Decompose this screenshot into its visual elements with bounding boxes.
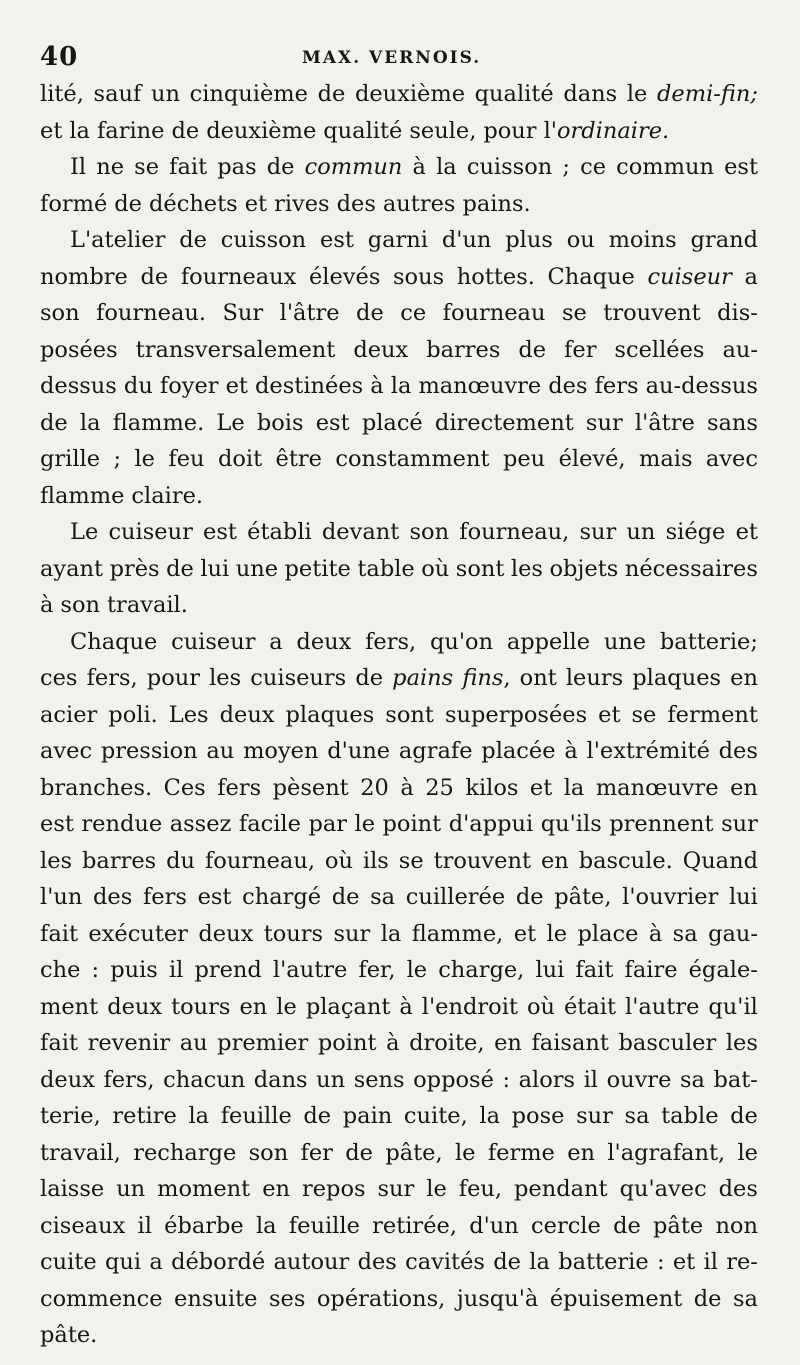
paragraph [40,149,758,222]
text-line: de la flamme. Le bois est placé directement sur l'âtre sans [40,409,758,436]
page-number: 40 [40,42,79,72]
text-line: les barres du fourneau, où ils se trouvent en bascule. Quand [40,847,758,874]
text-line: fait revenir au premier point à droite, en faisant basculer les [40,1030,758,1056]
text-line: ciseaux il ébarbe la feuille retirée, d'un cercle de pâte non [40,1212,758,1239]
text-line: à son travail. [40,592,188,618]
paragraph [40,222,758,514]
text-line: flamme claire. [40,482,204,509]
text-line: lité, sauf un cinquième de deuxième qualité dans le demi-fin; [40,81,758,107]
paragraph [40,624,758,1354]
text-line: Le cuiseur est établi devant son fourneau, sur un siége et [70,519,758,545]
text-line: ment deux tours en le plaçant à l'endroit où était l'autre qu'il [40,993,758,1020]
text-line: terie, retire la feuille de pain cuite, la pose sur sa table de [40,1103,758,1129]
text-line: ces fers, pour les cuiseurs de pains fins, ont leurs plaques en [40,665,758,691]
text-line: ayant près de lui une petite table où sont les objets nécessaires [40,555,758,582]
text-line: fait exécuter deux tours sur la flamme, et le place à sa gau- [40,920,758,947]
text-line: grille ; le feu doit être constamment peu élevé, mais avec [40,446,758,472]
paragraph [40,514,758,624]
text-line: travail, recharge son fer de pâte, le ferme en l'agrafant, le [40,1139,758,1166]
page-header [40,42,760,76]
text-line: branches. Ces fers pèsent 20 à 25 kilos et la manœuvre en [40,774,758,801]
text-line: son fourneau. Sur l'âtre de ce fourneau se trouvent dis- [40,300,758,326]
text-line: nombre de fourneaux élevés sous hottes. Chaque cuiseur a [40,263,758,290]
text-line: pâte. [40,1322,98,1348]
text-line: posées transversalement deux barres de fer scellées au- [40,336,758,363]
text-line: acier poli. Les deux plaques sont superposées et se ferment [40,701,758,728]
text-line: Il ne se fait pas de commun à la cuisson ; ce commun est [70,154,758,180]
body-text [40,76,758,1354]
text-line: et la farine de deuxième qualité seule, pour l'ordinaire. [40,117,670,144]
text-line: L'atelier de cuisson est garni d'un plus ou moins grand [70,227,758,253]
text-line: che : puis il prend l'autre fer, le charge, lui fait faire égale- [40,957,758,983]
text-line: commence ensuite ses opérations, jusqu'à épuisement de sa [40,1285,758,1312]
paragraph [40,76,758,149]
text-line: Chaque cuiseur a deux fers, qu'on appelle une batterie; [70,628,758,655]
text-line: laisse un moment en repos sur le feu, pendant qu'avec des [40,1176,758,1202]
text-line: formé de déchets et rives des autres pains. [40,190,531,217]
running-head: MAX. VERNOIS. [302,48,482,68]
text-line: dessus du foyer et destinées à la manœuvre des fers au-dessus [40,373,758,399]
text-line: deux fers, chacun dans un sens opposé : alors il ouvre sa bat- [40,1066,758,1093]
text-line: cuite qui a débordé autour des cavités de la batterie : et il re- [40,1249,758,1275]
text-line: l'un des fers est chargé de sa cuillerée de pâte, l'ouvrier lui [40,884,758,910]
text-line: est rendue assez facile par le point d'appui qu'ils prennent sur [40,811,758,837]
text-line: avec pression au moyen d'une agrafe placée à l'extrémité des [40,738,758,764]
